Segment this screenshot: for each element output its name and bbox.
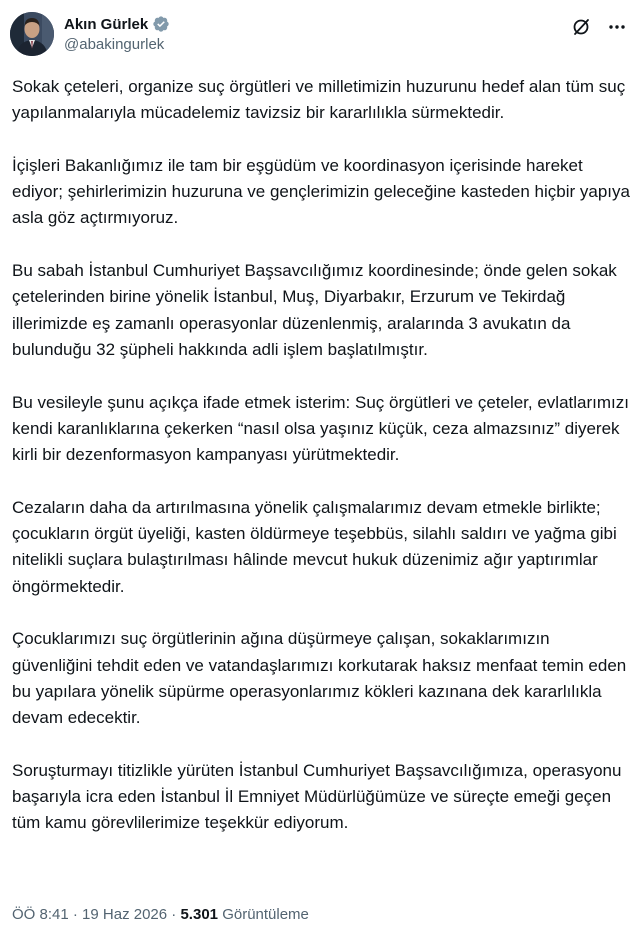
verified-badge-icon[interactable] xyxy=(152,15,170,33)
profile-avatar-icon xyxy=(10,12,54,56)
post-paragraph: İçişleri Bakanlığımız ile tam bir eşgüdüm ve koordinasyon içerisinde hareket ediyor; şehirlerimizin huzuruna ve gençlerimizin geleceğine kasteden hiçbir yapıya asla göz açtırmıyoruz. xyxy=(12,155,630,228)
author-handle[interactable]: @abakingurlek xyxy=(64,36,165,53)
slashed-circle-icon[interactable] xyxy=(570,16,592,38)
post-paragraph: Soruşturmayı titizlikle yürüten İstanbul Cumhuriyet Başsavcılığımıza, operasyonu başarıyla icra eden İstanbul İl Emniyet Müdürlüğümüze ve süreçte emeği geçen tüm kamu görevlilerimize teşekkür ediyorum. xyxy=(12,760,622,833)
display-name[interactable]: Akın Gürlek xyxy=(64,15,149,33)
avatar[interactable] xyxy=(10,12,54,56)
post-time[interactable]: ÖÖ 8:41 xyxy=(12,906,69,923)
post-paragraph: Çocuklarımızı suç örgütlerinin ağına düşürmeye çalışan, sokaklarımızın güvenliğini tehdit eden ve vatandaşlarımızı korkutarak haksız menfaat temin eden bu yapılara yönelik süpürme operasyonlarımız kökleri kazınana dek kararlılıkla devam edecektir. xyxy=(12,629,627,728)
views-count[interactable]: 5.301 xyxy=(180,906,219,923)
views-label: Görüntüleme xyxy=(222,906,309,923)
post-paragraph: Cezaların daha da artırılmasına yönelik çalışmalarımız devam etmekle birlikte; çocukların örgüt üyeliği, kasten öldürmeye teşebbüs, silahlı saldırı ve yağma gibi nitelikli suçlara bulaştırılması hâlinde mevcut hukuk düzenimiz ağır yaptırımlar öngörmektedir. xyxy=(12,497,617,596)
post-paragraph: Bu vesileyle şunu açıkça ifade etmek isterim: Suç örgütleri ve çeteler, evlatlarımızı kendi karanlıklarına çekerken “nasıl olsa yaşınız küçük, ceza almazsınız” diyerek kirli bir dezenformasyon kampanyası yürütmektedir. xyxy=(12,392,629,465)
meta-separator: · xyxy=(72,906,78,923)
header-actions xyxy=(570,16,628,38)
post-header xyxy=(10,12,630,60)
author-info xyxy=(64,14,170,53)
post-paragraph: Sokak çeteleri, organize suç örgütleri ve milletimizin huzurunu hedef alan tüm suç yapılanmalarıyla mücadelemiz tavizsiz bir kararlılıkla sürmektedir. xyxy=(12,77,626,123)
display-name-row xyxy=(64,14,170,34)
post-date[interactable]: 19 Haz 2026 xyxy=(82,906,168,923)
post-text xyxy=(12,74,632,837)
post-meta xyxy=(12,906,309,923)
meta-separator: · xyxy=(171,906,177,923)
more-dots-icon[interactable] xyxy=(606,16,628,38)
post-paragraph: Bu sabah İstanbul Cumhuriyet Başsavcılığımız koordinesinde; önde gelen sokak çetelerinden birine yönelik İstanbul, Muş, Diyarbakır, Erzurum ve Tekirdağ illerimizde eş zamanlı operasyonlar düzenlenmiş, aralarında 3 avukatın da bulunduğu 32 şüpheli hakkında adli işlem başlatılmıştır. xyxy=(12,261,617,359)
